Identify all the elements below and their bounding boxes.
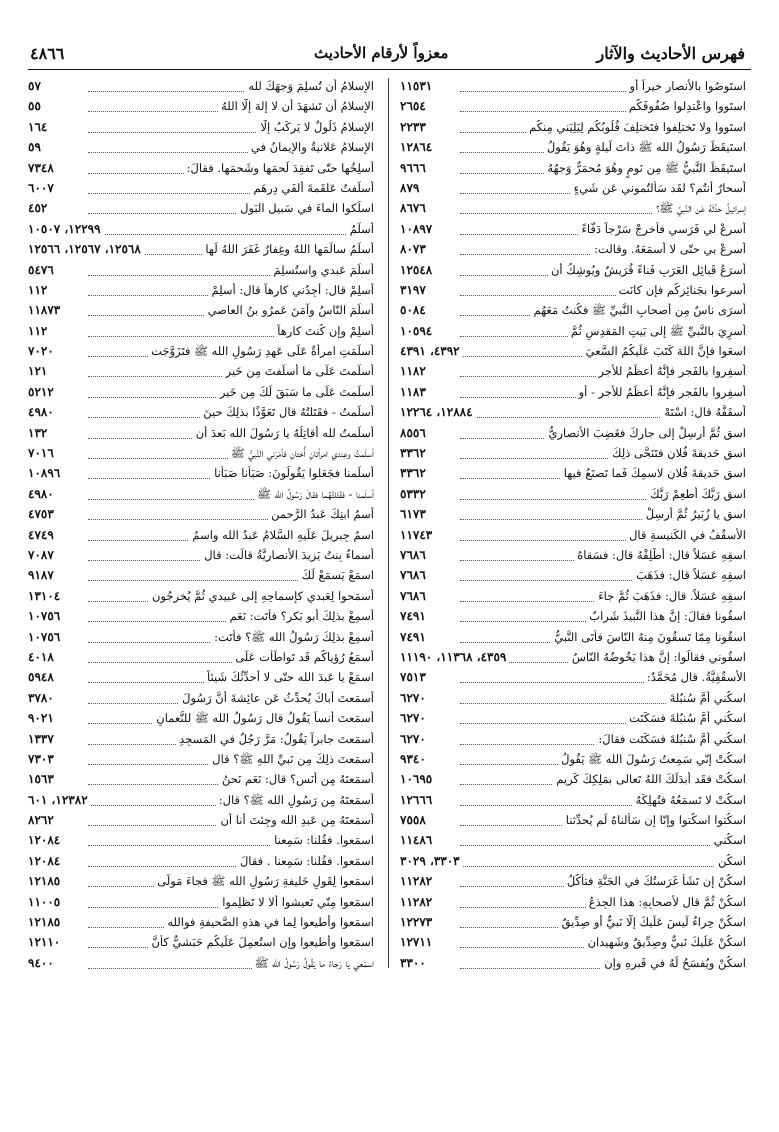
- entry-reference: ٧٦٨٦: [400, 589, 429, 603]
- entry-text: اسقُونا مِمّا تَسقُونَ مِنهُ النّاسَ فأتَى النَّبيُّ: [551, 630, 746, 644]
- entry-text: أسلَمتَ عَلَى ما أسلَفتَ مِن خَيرٍ: [223, 364, 374, 378]
- index-entry: [28, 690, 374, 710]
- index-entry: [400, 139, 746, 159]
- entry-reference: ٧٤٩١: [400, 630, 429, 644]
- index-entry: [400, 567, 746, 587]
- entry-reference: ٤٩٨٠: [28, 405, 57, 419]
- index-entry: [400, 180, 746, 200]
- index-entry: [400, 894, 746, 914]
- entry-reference: ١٠٨٩٦: [28, 466, 63, 480]
- entry-reference: ٤٥٢: [28, 201, 50, 215]
- index-entry: [28, 527, 374, 547]
- entry-reference: ٤٩٨٠: [28, 487, 57, 501]
- index-entry: [28, 873, 374, 893]
- index-entry: [28, 669, 374, 689]
- entry-text: أُسرِيَ بالنَّبيِّ ﷺ إلى بَيتِ المَقدِسِ ثُمَّ: [568, 324, 746, 341]
- entry-reference: ١٢٧١١: [400, 935, 435, 949]
- entry-reference: ٥٤٧٦: [28, 263, 57, 277]
- index-entry: [400, 955, 746, 975]
- index-entry: [400, 363, 746, 383]
- page-subtitle: معزواً لأرقام الأحاديث: [314, 44, 449, 62]
- entry-text: أسمَعتَ أنساً يَقُولُ قال رَسُولُ الله ﷺ للنُّعمانِ: [153, 711, 374, 728]
- entry-text: اسقِ رَبَّكَ أطعِمْ رَبَّكَ: [647, 487, 746, 501]
- index-entry: [400, 425, 746, 445]
- entry-text: اسكُتْ فقَد أبدَلَكَ اللهُ تَعالى بمَلِكِكَ كَريمٍ: [553, 772, 746, 786]
- entry-reference: ٧٠١٦: [28, 446, 57, 460]
- entry-reference: ٤٧٤٩: [28, 528, 57, 542]
- entry-reference: ١٣١٠٤: [28, 589, 63, 603]
- index-entry: [28, 792, 374, 812]
- entry-text: إسرائيلُ حدَّثَهُ عَن النَّبيِّ ﷺ؟: [653, 201, 746, 218]
- entry-text: استَيقَظَ النَّبيُّ ﷺ مِن نَومٍ وهُوَ مُحمَرٌّ وَجهُهُ: [544, 161, 746, 178]
- index-entry: [28, 445, 374, 465]
- index-entry: [28, 588, 374, 608]
- index-entry: [400, 78, 746, 98]
- index-entry: [400, 547, 746, 567]
- dot-leader: [88, 234, 370, 235]
- entry-text: اسكُتوا اسكُتوا وإنّا إن سَألناهُ لَم يُحدِّثنا: [563, 813, 746, 827]
- entry-reference: ١١٨٢: [400, 364, 429, 378]
- index-entry: [28, 465, 374, 485]
- index-entry: [28, 914, 374, 934]
- index-entry: [28, 363, 374, 383]
- index-page: [28, 40, 751, 970]
- right-column: [400, 78, 746, 968]
- entry-reference: ٧٦٨٦: [400, 568, 429, 582]
- entry-text: أسلِمْ قال: أجِدُني كارِهاً قال: أسلِمْ: [208, 283, 374, 297]
- index-entry: [28, 771, 374, 791]
- entry-reference: ١٢٠٨٤: [28, 833, 63, 847]
- entry-reference: ٤٧٥٣: [28, 507, 57, 521]
- index-entry: [28, 812, 374, 832]
- index-entry: [400, 527, 746, 547]
- page-title: فهرس الأحاديث والآثار: [596, 44, 745, 63]
- entry-text: أسمَعتَهُ مِن أنَسٍ؟ قال: نَعَم نَحنُ: [219, 772, 374, 786]
- entry-text: اسمَعوا وأطيعوا لِما في هذهِ الصَّحيفةِ فوالله: [164, 915, 374, 929]
- entry-reference: ٨٥٥٦: [400, 426, 429, 440]
- entry-text: اسعَوا فإنَّ اللهَ كَتَبَ عَلَيكُمُ السَّعيَ: [583, 344, 746, 358]
- entry-reference: ٥٢١٢: [28, 385, 57, 399]
- index-entry: [400, 771, 746, 791]
- entry-text: الإسلامُ أن تُسلِمَ وَجهَكَ لله: [245, 79, 374, 93]
- entry-reference: ١٢٣٨٢، ٦٠١: [28, 793, 91, 807]
- entry-text: أسلَمتُ وعِندي امرأتانِ أُختانِ فأمَرَني النَّبيُّ ﷺ: [228, 446, 374, 463]
- entry-reference: ١٠٨٩٧: [400, 222, 435, 236]
- index-entry: [28, 98, 374, 118]
- entry-text: اسقُونا فقالَ: إنَّ هذا النَّبيذَ شَرابٌ: [586, 609, 746, 623]
- index-entry: [400, 384, 746, 404]
- entry-reference: ٤٠١٨: [28, 650, 57, 664]
- index-entry: [400, 98, 746, 118]
- entry-text: اسكُنْ ويُفسَحُ لَهُ في قَبرِهِ وإن: [601, 956, 746, 970]
- index-entry: [400, 629, 746, 649]
- entry-text: أسرِعْ بي حتّى لا أسمَعَهُ. وقالت:: [591, 242, 746, 256]
- entry-reference: ٢٢٣٣: [400, 120, 429, 134]
- entry-text: الإسلامُ عَلانيةٌ والإيمانُ في: [248, 140, 374, 154]
- entry-text: أسلَمَتِ امرأةٌ عَلَى عَهدِ رَسُولِ الله ﷺ فتَزَوَّجَت: [148, 344, 374, 361]
- index-entry: [400, 262, 746, 282]
- index-entry: [28, 934, 374, 954]
- entry-reference: ١١٢: [28, 283, 50, 297]
- index-entry: [28, 649, 374, 669]
- entry-reference: ٩٣٤٠: [400, 752, 429, 766]
- entry-text: أسمِعْ بذلِكَ رَسُولُ الله ﷺ؟ فأتَت:: [211, 630, 374, 647]
- page-number: ٤٨٦٦: [30, 44, 65, 63]
- entry-reference: ٥٠٨٤: [400, 303, 429, 317]
- index-entry: [400, 792, 746, 812]
- index-entry: [28, 832, 374, 852]
- entry-reference: ١٢٨٨٤، ١٢٢٦٤: [400, 405, 476, 419]
- entry-reference: ١٢١١٠: [28, 935, 63, 949]
- index-entry: [400, 608, 746, 628]
- entry-text: أسلَمنا - فقَتَلتُهُما فقالَ رَسُولُ الله ﷺ: [254, 487, 374, 504]
- index-entry: [400, 751, 746, 771]
- entry-text: اسكُنْ حِراءُ لَيسَ عَلَيكَ إلّا نَبيٌّ أو صِدِّيقٌ: [559, 915, 746, 929]
- entry-reference: ٥٩: [28, 140, 44, 154]
- entry-text: اسمَعْ يا عَبدَ الله حتّى لا أُحدِّثُكَ شَيئاً: [204, 670, 374, 684]
- entry-text: اسقِ ثُمَّ أرسِلْ إلى جارِكَ فغَضِبَ الأنصاريُّ: [545, 426, 746, 440]
- entry-text: اسقِ حَديقةَ فُلانٍ فتَنَحَّى ذلِكَ: [609, 446, 746, 460]
- index-entry: [400, 934, 746, 954]
- entry-text: أسرِعْ لي فَرَسي فأخرِجْ سَرْجاً دَفّاءً: [579, 222, 746, 236]
- entry-reference: ١٢١: [28, 364, 50, 378]
- entry-text: أسلَمتُ لله أُقاتِلُهُ يا رَسُولَ الله بَعدَ أن: [193, 426, 374, 440]
- entry-text: أسفِروا بالفَجرِ فإنَّهُ أعظَمُ للأجرِ: [596, 364, 747, 378]
- entry-text: أسلَمَ عَبدي واستُسلِمَ: [270, 263, 374, 277]
- entry-text: أسمَعتَ أباكَ يُحدِّثُ عَن عائِشةَ أنَّ رَسُولَ: [179, 691, 374, 705]
- entry-reference: ١٢٢٧٣: [400, 915, 435, 929]
- entry-text: اسقِهِ عَسَلاً قال: فذَهَبَ: [633, 568, 746, 582]
- entry-reference: ٤٣٥٩، ١١٣٦٨، ١١١٩٠: [400, 650, 509, 664]
- entry-text: أسمُ ابنِكَ عَبدُ الرَّحمنِ: [268, 507, 374, 521]
- entry-reference: ٥٣٣٢: [400, 487, 429, 501]
- entry-text: أسلِمْ وإن كُنتَ كارِهاً: [274, 324, 374, 338]
- entry-reference: ٣٣٠٣، ٣٠٢٩: [400, 854, 463, 868]
- entry-text: اسكُتْ لا تَسمَعُهُ فتُهلِكَهُ: [633, 793, 746, 807]
- left-column: [28, 78, 374, 968]
- entry-text: اسكُنْ عَلَيكَ نَبيٌّ وصِدِّيقٌ وشَهيدانِ: [585, 935, 746, 949]
- index-entry: [28, 710, 374, 730]
- entry-reference: ١٢١٨٥: [28, 915, 63, 929]
- entry-reference: ١٣٣٧: [28, 732, 57, 746]
- entry-reference: ١٠٧٥٦: [28, 630, 63, 644]
- index-entry: [28, 78, 374, 98]
- entry-text: أسمَعتَهُ مِن عَبدِ الله وجِئتَ أنا أن: [217, 813, 374, 827]
- entry-text: أسلَمَ النّاسُ وآمَنَ عَمرُو بنُ العاصي: [205, 303, 374, 317]
- entry-reference: ٧٠٢٠: [28, 344, 57, 358]
- entry-text: الإسلامُ أن تَشهَدَ أن لا إلهَ إلّا اللهُ: [218, 99, 374, 113]
- index-entry: [400, 200, 746, 220]
- entry-reference: ١٥٦٣: [28, 772, 57, 786]
- index-entry: [400, 465, 746, 485]
- entry-reference: ٥٩٤٨: [28, 670, 57, 684]
- index-entry: [400, 343, 746, 363]
- entry-text: اسكُنْ إن تَشَأ غَرَستُكَ في الجَنَّةِ فتأكُلُ: [564, 874, 746, 888]
- entry-text: استَووا ولا تَختلِفوا فتَختلِفَ قُلُوبُكُم لِيَلِيَني مِنكُم: [526, 120, 746, 134]
- entry-text: اسكُتْ إنّي سَمِعتُ رَسُولَ الله ﷺ يَقُولُ: [558, 752, 746, 769]
- entry-reference: ١١٤٨٦: [400, 833, 435, 847]
- column-divider: [388, 78, 389, 968]
- index-entry: [400, 445, 746, 465]
- page-header: [28, 40, 751, 70]
- entry-reference: ٧٤٩١: [400, 609, 429, 623]
- entry-text: الأسقُفُ في الكَنيسةِ قال: [626, 528, 746, 542]
- entry-reference: ١١٧٤٣: [400, 528, 435, 542]
- entry-reference: ١٢٥٦٨، ١٢٥٦٧، ١٢٥٦٦: [28, 242, 144, 256]
- entry-reference: ١٠٧٥٦: [28, 609, 63, 623]
- entry-text: اسمُ جِبريلَ عَلَيهِ السَّلامُ عَبدُ الله واسمُ: [189, 528, 374, 542]
- index-entry: [28, 241, 374, 261]
- entry-reference: ١٢٨٦٤: [400, 140, 435, 154]
- entry-reference: ٩٤٠٠: [28, 956, 57, 970]
- entry-text: أسمَعتَهُ مِن رَسُولِ الله ﷺ؟ قال:: [216, 793, 374, 810]
- entry-reference: ٣٣٦٢: [400, 466, 429, 480]
- entry-reference: ٣٣٠٠: [400, 956, 429, 970]
- entry-text: اسقِهِ عَسَلاً. قال: فذَهَبَ ثُمَّ جاءَ: [595, 589, 746, 603]
- entry-reference: ٧٣٠٣: [28, 752, 57, 766]
- index-entry: [400, 221, 746, 241]
- entry-reference: ٧٥١٣: [400, 670, 429, 684]
- entry-text: اسكُني أُمَّ سُنبُلةَ: [667, 691, 746, 705]
- index-entry: [28, 486, 374, 506]
- entry-text: اسقِ يا زُبَيرُ ثُمَّ أرسِلْ: [643, 507, 746, 521]
- entry-text: أسرَعُ قَبائِلِ العَرَبِ فَناءً قُرَيشٌ ويُوشِكُ أن: [548, 263, 746, 277]
- entry-text: اسمَعْ يَسمَعْ لَكَ: [299, 568, 374, 582]
- index-entry: [28, 894, 374, 914]
- entry-text: أسلَمتُ - فقَتَلتُهُ قال تَعَوَّذًا بذلِكَ حينَ: [200, 405, 374, 419]
- entry-text: أسفِروا بالفَجرِ فإنَّهُ أعظَمُ للأجرِ - أو: [576, 385, 746, 399]
- entry-text: أسمَعتَ جابراً يَقُولُ: مَرَّ رَجُلٌ في المَسجِدِ: [176, 732, 374, 746]
- entry-text: أسرَى ناسٌ مِن أصحابِ النَّبيِّ ﷺ فكُنتُ مَعَهُم: [530, 303, 746, 320]
- index-entry: [400, 486, 746, 506]
- entry-text: أسمَعتَ ذلِكَ مِن نَبيِّ اللهِ ﷺ؟ قال: [209, 752, 374, 769]
- entry-text: اسلُكوا الماءَ في سَبيلِ البَولِ: [237, 201, 374, 215]
- index-entry: [400, 914, 746, 934]
- entry-reference: ١١٢: [28, 324, 50, 338]
- entry-text: اسقِ حَديقةَ فُلانٍ لاسمِكَ فَما تَصنَعُ فيها: [561, 466, 746, 480]
- entry-text: اسمَعي يا رَجاءُ ما يَقُولُ رَسُولُ الله ﷺ: [252, 956, 374, 973]
- index-entry: [400, 323, 746, 343]
- entry-reference: ١١٠٠٥: [28, 895, 63, 909]
- entry-reference: ١١٢٨٢: [400, 874, 435, 888]
- index-entry: [28, 567, 374, 587]
- index-entry: [28, 262, 374, 282]
- entry-reference: ٨٠٧٣: [400, 242, 429, 256]
- index-entry: [400, 812, 746, 832]
- entry-text: اسمَعوا مِنّي تَعيشوا ألا لا تَظلِموا: [219, 895, 374, 909]
- entry-text: أسلَمتَ عَلَى ما سَبَقَ لَكَ مِن خَيرٍ: [217, 385, 374, 399]
- entry-text: اسمَعوا. فقُلنا: سَمِعنا: [271, 833, 374, 847]
- entry-text: أسلَمُ: [347, 222, 374, 236]
- index-entry: [28, 404, 374, 424]
- entry-reference: ١٢١٨٥: [28, 874, 63, 888]
- entry-text: استَيقَظَ رَسُولُ الله ﷺ ذاتَ لَيلةٍ وهُوَ يَقُولُ: [544, 140, 746, 157]
- index-entry: [400, 404, 746, 424]
- entry-reference: ٨٧٩: [400, 181, 422, 195]
- entry-reference: ١٢٠٨٤: [28, 854, 63, 868]
- entry-text: أسلَمنا فجَعَلوا يَقُولُونَ: صَبَأنا صَبَأنا: [211, 466, 374, 480]
- index-entry: [28, 731, 374, 751]
- index-entry: [28, 119, 374, 139]
- index-entry: [400, 119, 746, 139]
- entry-reference: ٧٦٨٦: [400, 548, 429, 562]
- dot-leader: [460, 845, 742, 846]
- index-entry: [28, 629, 374, 649]
- index-entry: [400, 832, 746, 852]
- entry-reference: ٩٦٦٦: [400, 161, 429, 175]
- entry-reference: ١٢٦٦٦: [400, 793, 435, 807]
- index-entry: [400, 853, 746, 873]
- index-entry: [28, 160, 374, 180]
- entry-text: أسلِخُها حتّى تَفقِدَ لَحمَها وشَحمَها. فقالَ:: [184, 161, 374, 175]
- entry-text: أسمِعْ بذلِكَ أبو بَكرٍ؟ فأتَت: نَعَم: [227, 609, 374, 623]
- entry-text: اسكُنْ ثُمَّ قال لأصحابِهِ: هذا الجِذعُ: [586, 895, 746, 909]
- entry-reference: ١٢٢٩٩، ١٠٥٠٧: [28, 222, 104, 236]
- entry-text: أسماءُ بِنتُ يَزيدَ الأنصاريَّةُ قالَت: قال: [201, 548, 374, 562]
- entry-text: أسلَفتُ عَلقَمةَ ألفَي دِرهَمٍ: [250, 181, 374, 195]
- index-entry: [400, 690, 746, 710]
- entry-reference: ٦٢٧٠: [400, 711, 429, 725]
- entry-reference: ٢٦٥٤: [400, 99, 429, 113]
- entry-reference: ٥٥: [28, 99, 44, 113]
- index-entry: [400, 669, 746, 689]
- index-entry: [400, 506, 746, 526]
- entry-reference: ٧٣٤٨: [28, 161, 57, 175]
- index-entry: [28, 180, 374, 200]
- index-entry: [400, 710, 746, 730]
- entry-reference: ١٦٤: [28, 120, 50, 134]
- entry-reference: ٩١٨٧: [28, 568, 57, 582]
- entry-text: أسلَمُ سالَمَها اللهُ وغِفارٌ غَفَرَ اللهُ لَها: [202, 242, 374, 256]
- index-entry: [28, 139, 374, 159]
- index-entry: [28, 200, 374, 220]
- entry-reference: ٣٧٨٠: [28, 691, 57, 705]
- dot-leader: [460, 866, 742, 867]
- entry-reference: ١١٥٣١: [400, 79, 435, 93]
- index-entry: [28, 425, 374, 445]
- index-entry: [28, 751, 374, 771]
- entry-text: اسكُني: [711, 833, 746, 847]
- index-entry: [400, 160, 746, 180]
- entry-reference: ٨٢٦٢: [28, 813, 57, 827]
- entry-text: الأسقُفِيَّةُ. قال مُحَمَّدٌ:: [644, 670, 746, 684]
- entry-reference: ٤٣٩٢، ٤٣٩١: [400, 344, 463, 358]
- entry-reference: ١١٨٣: [400, 385, 429, 399]
- index-entry: [28, 506, 374, 526]
- index-entry: [400, 649, 746, 669]
- entry-text: أسرِعوا بجَنائِزِكُم فإن كانَت: [616, 283, 746, 297]
- entry-text: استَوصُوا بالأنصار خيراً أو: [627, 79, 746, 93]
- entry-reference: ١٠٦٩٥: [400, 772, 435, 786]
- entry-reference: ١٢٥٤٨: [400, 263, 435, 277]
- entry-reference: ٧٥٥٨: [400, 813, 429, 827]
- index-entry: [28, 343, 374, 363]
- entry-reference: ٣١٩٧: [400, 283, 429, 297]
- index-entry: [400, 302, 746, 322]
- entry-text: أسحارٌ أنتُم؟ لقَد سَألتُموني عَن شَيءٍ: [571, 181, 746, 195]
- index-entry: [400, 282, 746, 302]
- index-entry: [28, 282, 374, 302]
- entry-text: اسمَعوا. فقُلنا: سَمِعنا . فقالَ: [237, 854, 374, 868]
- entry-text: اسقُوني فقالُوا: إنَّ هذا يَخُوضُهُ النّاسُ: [569, 650, 746, 664]
- entry-reference: ١١٢٨٢: [400, 895, 435, 909]
- entry-reference: ٦١٧٣: [400, 507, 429, 521]
- index-entry: [400, 731, 746, 751]
- index-entry: [28, 853, 374, 873]
- index-entry: [400, 873, 746, 893]
- entry-text: اسمَعوا وأطيعوا وإنِ استُعمِلَ عَلَيكُم حَبَشيٌّ كأنَّ: [148, 935, 374, 949]
- entry-reference: ١١٨٧٣: [28, 303, 63, 317]
- entry-reference: ٣٣٦٢: [400, 446, 429, 460]
- entry-reference: ٩٠٢١: [28, 711, 57, 725]
- index-entry: [28, 547, 374, 567]
- entry-reference: ٨٦٧٦: [400, 201, 429, 215]
- index-entry: [28, 955, 374, 975]
- entry-text: اسقِهِ عَسَلاً قال: أطْلِقْهُ قال: فسَقاهُ: [574, 548, 746, 562]
- entry-reference: ٦٢٧٠: [400, 691, 429, 705]
- entry-reference: ٧٠٨٧: [28, 548, 57, 562]
- index-entry: [28, 384, 374, 404]
- entry-reference: ١٠٥٩٤: [400, 324, 435, 338]
- index-entry: [400, 588, 746, 608]
- entry-text: اسكُني أُمَّ سُنبُلةَ فسَكَتَت فقالَ:: [595, 732, 746, 746]
- entry-text: اسكُني أُمَّ سُنبُلةَ فسَكَتَت: [626, 711, 746, 725]
- index-entry: [400, 241, 746, 261]
- index-entry: [28, 302, 374, 322]
- entry-reference: ١٣٢: [28, 426, 50, 440]
- entry-text: أسمَحوا لِعَبدي كإسماحِهِ إلى عَبيدي ثُمَّ يُخرِجُون: [149, 589, 374, 603]
- index-entry: [28, 221, 374, 241]
- index-entry: [28, 323, 374, 343]
- entry-reference: ٦٠٠٧: [28, 181, 57, 195]
- entry-reference: ٦٢٧٠: [400, 732, 429, 746]
- entry-text: اسكُن: [715, 854, 746, 868]
- entry-text: استَووا واعْتدِلوا صُفُوفَكُم: [626, 99, 746, 113]
- entry-text: أسقَفَّهُ قال: اسْتَهْ: [661, 405, 746, 419]
- entry-reference: ٥٧: [28, 79, 44, 93]
- header-rule: [28, 69, 751, 70]
- entry-text: اسمَعوا لِقَولِ خَليفةِ رَسُولِ الله ﷺ فجاءَ مَولًى: [154, 874, 374, 891]
- index-entry: [28, 608, 374, 628]
- entry-text: الإسلامُ ذَلُولٌ لا يَركَبُ إلّا: [257, 120, 374, 134]
- entry-text: أسمَعُ رُؤياكُم قَد تَواطَأت عَلَى: [232, 650, 374, 664]
